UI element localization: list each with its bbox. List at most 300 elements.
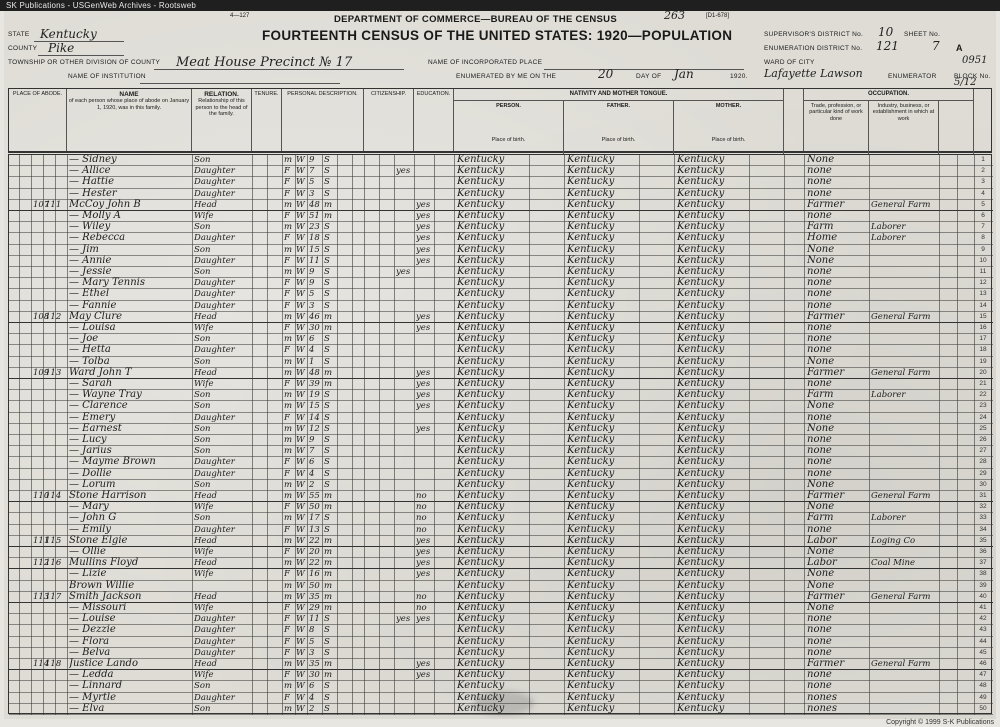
cell-race: W <box>296 435 305 445</box>
cell-name: — Mayme Brown <box>69 456 156 468</box>
cell-race: W <box>296 535 305 546</box>
cell-race: W <box>296 636 305 647</box>
margin-number-right: 5/12 <box>954 77 977 88</box>
cell-mother: Kentucky <box>677 221 725 233</box>
cell-age: 46 <box>309 311 320 322</box>
census-title: FOURTEENTH CENSUS OF THE UNITED STATES: 1920—POPULATION <box>262 28 733 43</box>
cell-marital: S <box>324 289 330 300</box>
cell-father: Kentucky <box>567 467 615 479</box>
cell-race: W <box>296 323 305 333</box>
cell-race: W <box>296 233 305 244</box>
line-number: 34 <box>979 525 987 533</box>
cell-marital: S <box>324 513 330 524</box>
cell-occupation: Labor <box>807 534 837 546</box>
cell-race: W <box>296 591 305 602</box>
cell-father: Kentucky <box>567 344 615 356</box>
cell-school: yes <box>396 267 411 277</box>
cell-marital: S <box>324 468 330 479</box>
cell-marital: S <box>324 390 330 401</box>
line-number: 44 <box>979 637 987 645</box>
line-number: 9 <box>981 245 985 253</box>
cell-occupation: none <box>807 333 832 345</box>
cell-marital: S <box>324 300 330 311</box>
cell-relation: Son <box>194 244 211 255</box>
cell-birth: Kentucky <box>457 422 505 434</box>
cell-age: 6 <box>309 457 315 468</box>
cell-age: 9 <box>309 155 315 165</box>
cell-birth: Kentucky <box>457 400 505 412</box>
cell-sex: F <box>284 177 290 188</box>
cell-father: Kentucky <box>567 198 615 210</box>
cell-father: Kentucky <box>567 613 615 625</box>
cell-father: Kentucky <box>567 680 615 692</box>
line-number: 21 <box>979 380 987 387</box>
cell-sex: m <box>284 311 293 322</box>
cell-marital: S <box>324 188 330 199</box>
cell-name: — Ethel <box>69 288 110 300</box>
cell-relation: Wife <box>194 323 214 333</box>
cell-name: — Linnard <box>69 680 123 692</box>
cell-father: Kentucky <box>567 646 615 658</box>
cell-occupation: None <box>807 602 835 613</box>
cell-father: Kentucky <box>567 165 615 177</box>
township-label: TOWNSHIP OR OTHER DIVISION OF COUNTY <box>8 59 161 66</box>
cell-father: Kentucky <box>567 176 615 188</box>
cell-mother: Kentucky <box>677 232 725 244</box>
cell-occupation: none <box>807 523 832 535</box>
cell-age: 22 <box>309 535 320 546</box>
line-number: 8 <box>981 234 985 242</box>
cell-industry: Laborer <box>871 233 906 244</box>
cell-relation: Son <box>194 446 211 457</box>
cell-age: 16 <box>309 569 320 580</box>
census-sheet <box>4 11 996 719</box>
cell-name: — Molly A <box>69 210 121 221</box>
cell-age: 50 <box>309 580 320 591</box>
cell-father: Kentucky <box>567 669 615 681</box>
cell-marital: S <box>324 524 330 535</box>
cell-mother: Kentucky <box>677 422 725 434</box>
cell-sex: F <box>284 547 290 557</box>
cell-read: yes <box>416 614 431 625</box>
cell-mother: Kentucky <box>677 288 725 300</box>
line-number: 23 <box>979 402 987 410</box>
line-number: 17 <box>979 335 987 343</box>
line-number: 30 <box>979 480 987 488</box>
cell-relation: Son <box>194 681 211 692</box>
cell-sex: m <box>284 435 293 445</box>
cell-sex: F <box>284 603 290 613</box>
line-number: 47 <box>979 671 987 679</box>
cell-father: Kentucky <box>567 288 615 300</box>
cell-industry: General Farm <box>871 659 931 669</box>
cell-name: — Louise <box>69 613 116 625</box>
cell-birth: Kentucky <box>457 310 505 322</box>
cell-occupation: none <box>807 680 832 692</box>
col-nativity: NATIVITY AND MOTHER TONGUE. <box>454 89 784 101</box>
cell-mother: Kentucky <box>677 378 725 389</box>
form-code: [D1-678] <box>706 13 730 19</box>
archive-banner: SK Publications - USGenWeb Archives - Rootsweb <box>0 0 1000 11</box>
cell-relation: Head <box>194 558 217 569</box>
cell-occupation: none <box>807 378 832 389</box>
cell-race: W <box>296 491 305 501</box>
cell-marital: S <box>324 401 330 412</box>
enum-district-label: ENUMERATION DISTRICT No. <box>764 45 863 52</box>
cell-relation: Daughter <box>194 412 235 423</box>
cell-relation: Daughter <box>194 468 235 479</box>
line-number: 27 <box>979 447 987 455</box>
cell-family: 117 <box>45 591 62 602</box>
cell-birth: Kentucky <box>457 702 505 714</box>
cell-father: Kentucky <box>567 232 615 244</box>
cell-occupation: none <box>807 646 832 658</box>
cell-birth: Kentucky <box>457 602 505 613</box>
cell-age: 35 <box>309 659 320 669</box>
cell-birth: Kentucky <box>457 266 505 277</box>
cell-marital: S <box>324 267 330 277</box>
enum-district-number: 121 <box>876 39 899 53</box>
cell-read: yes <box>416 233 431 244</box>
cell-age: 4 <box>309 692 315 703</box>
line-number: 39 <box>979 581 987 589</box>
cell-marital: S <box>324 703 330 714</box>
cell-occupation: none <box>807 344 832 356</box>
line-number: 42 <box>979 615 987 623</box>
cell-race: W <box>296 692 305 703</box>
cell-father: Kentucky <box>567 702 615 714</box>
line-number: 2 <box>981 167 985 175</box>
cell-sex: m <box>284 558 293 569</box>
cell-father: Kentucky <box>567 635 615 647</box>
cell-relation: Daughter <box>194 278 235 289</box>
line-number: 20 <box>979 368 987 376</box>
cell-marital: m <box>324 558 333 569</box>
cell-birth: Kentucky <box>457 669 505 681</box>
cell-relation: Son <box>194 222 211 233</box>
cell-marital: S <box>324 636 330 647</box>
cell-read: no <box>416 591 427 602</box>
cell-race: W <box>296 703 305 714</box>
cell-sex: F <box>284 188 290 199</box>
cell-mother: Kentucky <box>677 277 725 289</box>
cell-name: — Flora <box>69 635 110 647</box>
cell-race: W <box>296 558 305 569</box>
cell-father: Kentucky <box>567 366 615 378</box>
cell-race: W <box>296 345 305 356</box>
cell-age: 15 <box>309 244 320 255</box>
line-number: 6 <box>981 212 985 219</box>
cell-mother: Kentucky <box>677 366 725 378</box>
paper-stain <box>474 691 534 715</box>
cell-birth: Kentucky <box>457 366 505 378</box>
cell-occupation: Farmer <box>807 658 845 669</box>
cell-occupation: nones <box>807 691 837 703</box>
cell-mother: Kentucky <box>677 165 725 177</box>
line-number: 48 <box>979 682 987 690</box>
line-number: 13 <box>979 290 987 298</box>
cell-name: — Jim <box>69 243 99 255</box>
cell-read: no <box>416 513 427 524</box>
cell-occupation: none <box>807 187 832 199</box>
form-number: 4—127 <box>230 13 250 19</box>
cell-occupation: None <box>807 478 835 490</box>
cell-relation: Daughter <box>194 625 235 636</box>
cell-industry: General Farm <box>871 311 931 322</box>
cell-read: no <box>416 524 427 535</box>
cell-age: 22 <box>309 558 320 569</box>
cell-birth: Kentucky <box>457 411 505 423</box>
cell-birth: Kentucky <box>457 512 505 524</box>
cell-marital: S <box>324 423 330 434</box>
cell-relation: Daughter <box>194 345 235 356</box>
cell-father: Kentucky <box>567 254 615 266</box>
cell-name: — Mary Tennis <box>69 277 146 289</box>
cell-mother: Kentucky <box>677 254 725 266</box>
col-relation-desc: Relationship of this person to the head of the family. <box>195 98 248 118</box>
cell-read: yes <box>416 379 431 389</box>
cell-birth: Kentucky <box>457 478 505 490</box>
line-number: 50 <box>979 704 987 712</box>
cell-mother: Kentucky <box>677 467 725 479</box>
cell-marital: S <box>324 222 330 233</box>
cell-name: McCoy John B <box>69 198 141 210</box>
cell-race: W <box>296 524 305 535</box>
cell-birth: Kentucky <box>457 221 505 233</box>
cell-mother: Kentucky <box>677 523 725 535</box>
cell-marital: S <box>324 614 330 625</box>
cell-occupation: none <box>807 456 832 468</box>
cell-name: Ward John T <box>69 366 132 378</box>
col-father-title: FATHER. <box>606 103 631 109</box>
cell-name: — Myrtle <box>69 691 116 703</box>
cell-dwelling: 107 <box>33 199 50 210</box>
col-class <box>939 101 974 154</box>
cell-industry: Laborer <box>871 222 906 233</box>
cell-sex: m <box>284 367 293 378</box>
cell-occupation: Farmer <box>807 366 845 378</box>
cell-read: yes <box>416 558 431 569</box>
cell-birth: Kentucky <box>457 389 505 401</box>
cell-mother: Kentucky <box>677 299 725 311</box>
cell-marital: m <box>324 535 333 546</box>
cell-mother: Kentucky <box>677 501 725 513</box>
cell-name: — Missouri <box>69 602 127 613</box>
cell-age: 19 <box>309 390 320 401</box>
cell-occupation: none <box>807 445 832 457</box>
cell-occupation: none <box>807 277 832 289</box>
line-number: 22 <box>979 391 987 399</box>
cell-race: W <box>296 199 305 210</box>
line-number: 1 <box>981 156 985 163</box>
line-number: 24 <box>979 413 987 421</box>
line-number: 3 <box>981 178 985 186</box>
cell-marital: S <box>324 625 330 636</box>
cell-age: 14 <box>309 412 320 423</box>
cell-mother: Kentucky <box>677 210 725 221</box>
cell-race: W <box>296 255 305 266</box>
cell-sex: F <box>284 569 290 580</box>
col-person-title: PERSON. <box>496 103 521 109</box>
cell-sex: F <box>284 614 290 625</box>
cell-name: — Hester <box>69 187 117 199</box>
cell-birth: Kentucky <box>457 680 505 692</box>
cell-read: yes <box>416 323 431 333</box>
cell-birth: Kentucky <box>457 154 505 165</box>
cell-industry: Loging Co <box>871 535 916 546</box>
cell-occupation: None <box>807 579 835 591</box>
line-number: 18 <box>979 346 987 354</box>
cell-mother: Kentucky <box>677 602 725 613</box>
cell-dwelling: 113 <box>33 591 50 602</box>
cell-industry: General Farm <box>871 491 931 501</box>
cell-race: W <box>296 166 305 177</box>
cell-marital: S <box>324 233 330 244</box>
column-headers <box>8 88 992 153</box>
cell-father: Kentucky <box>567 501 615 513</box>
cell-marital: S <box>324 435 330 445</box>
cell-age: 15 <box>309 401 320 412</box>
cell-relation: Wife <box>194 502 214 513</box>
cell-occupation: none <box>807 210 832 221</box>
cell-marital: m <box>324 603 333 613</box>
cell-race: W <box>296 569 305 580</box>
cell-father: Kentucky <box>567 434 615 445</box>
cell-father: Kentucky <box>567 534 615 546</box>
cell-birth: Kentucky <box>457 254 505 266</box>
cell-age: 18 <box>309 233 320 244</box>
cell-mother: Kentucky <box>677 243 725 255</box>
cell-mother: Kentucky <box>677 624 725 636</box>
cell-occupation: none <box>807 411 832 423</box>
cell-sex: F <box>284 278 290 289</box>
cell-industry: Laborer <box>871 513 906 524</box>
cell-occupation: Farmer <box>807 590 845 602</box>
cell-occupation: nones <box>807 702 837 714</box>
cell-marital: m <box>324 547 333 557</box>
cell-mother: Kentucky <box>677 389 725 401</box>
cell-family: 115 <box>45 535 62 546</box>
enumerated-label: ENUMERATED BY ME ON THE <box>456 73 557 80</box>
sheet-letter: A <box>956 43 963 53</box>
cell-birth: Kentucky <box>457 546 505 557</box>
cell-father: Kentucky <box>567 445 615 457</box>
line-number: 11 <box>979 268 987 275</box>
line-number: 41 <box>979 604 987 611</box>
line-number: 15 <box>979 312 987 320</box>
cell-read: yes <box>416 423 431 434</box>
cell-name: — Annie <box>69 254 112 266</box>
cell-read: yes <box>416 390 431 401</box>
cell-age: 11 <box>309 255 320 266</box>
cell-race: W <box>296 267 305 277</box>
line-number: 29 <box>979 469 987 477</box>
cell-marital: S <box>324 166 330 177</box>
state-label: STATE <box>8 31 30 38</box>
cell-relation: Son <box>194 401 211 412</box>
cell-occupation: none <box>807 176 832 188</box>
cell-birth: Kentucky <box>457 445 505 457</box>
cell-occupation: Labor <box>807 557 837 569</box>
cell-relation: Wife <box>194 211 214 221</box>
cell-name: — Earnest <box>69 422 122 434</box>
cell-read: yes <box>416 211 431 221</box>
col-person <box>454 101 564 154</box>
cell-relation: Daughter <box>194 177 235 188</box>
cell-marital: m <box>324 502 333 513</box>
cell-occupation: none <box>807 624 832 636</box>
cell-father: Kentucky <box>567 355 615 367</box>
supervisor-number: 10 <box>878 25 894 39</box>
cell-read: yes <box>416 569 431 580</box>
cell-relation: Son <box>194 356 211 367</box>
cell-age: 5 <box>309 636 315 647</box>
cell-occupation: None <box>807 154 835 165</box>
cell-name: — Tolba <box>69 355 110 367</box>
cell-age: 35 <box>309 591 320 602</box>
cell-sex: m <box>284 390 293 401</box>
cell-birth: Kentucky <box>457 534 505 546</box>
cell-father: Kentucky <box>567 310 615 322</box>
cell-relation: Head <box>194 659 217 669</box>
cell-occupation: Home <box>807 232 838 244</box>
cell-marital: S <box>324 479 330 490</box>
cell-mother: Kentucky <box>677 613 725 625</box>
cell-age: 23 <box>309 222 320 233</box>
cell-marital: m <box>324 199 333 210</box>
cell-age: 4 <box>309 345 315 356</box>
cell-sex: m <box>284 513 293 524</box>
cell-relation: Head <box>194 311 217 322</box>
cell-birth: Kentucky <box>457 568 505 580</box>
cell-father: Kentucky <box>567 590 615 602</box>
cell-birth: Kentucky <box>457 232 505 244</box>
col-name-desc: of each person whose place of abode on January 1, 1920, was in this family. <box>68 98 190 111</box>
line-number: 31 <box>979 492 987 499</box>
cell-read: yes <box>416 199 431 210</box>
cell-marital: m <box>324 379 333 389</box>
cell-race: W <box>296 614 305 625</box>
enumerator-label: ENUMERATOR <box>888 73 937 80</box>
cell-father: Kentucky <box>567 210 615 221</box>
cell-name: — Lorum <box>69 478 116 490</box>
cell-father: Kentucky <box>567 602 615 613</box>
cell-age: 20 <box>309 547 320 557</box>
cell-race: W <box>296 670 305 681</box>
cell-sex: F <box>284 166 290 177</box>
cell-mother: Kentucky <box>677 680 725 692</box>
cell-mother: Kentucky <box>677 187 725 199</box>
cell-name: — Joe <box>69 333 99 345</box>
cell-father: Kentucky <box>567 490 615 501</box>
cell-marital: S <box>324 457 330 468</box>
line-number: 49 <box>979 693 987 701</box>
cell-relation: Head <box>194 591 217 602</box>
cell-industry: General Farm <box>871 199 931 210</box>
cell-marital: S <box>324 356 330 367</box>
cell-relation: Wife <box>194 569 214 580</box>
cell-race: W <box>296 334 305 345</box>
cell-occupation: none <box>807 434 832 445</box>
cell-sex: F <box>284 289 290 300</box>
cell-sex: m <box>284 535 293 546</box>
cell-relation: Son <box>194 423 211 434</box>
enumerated-month: Jan <box>674 67 694 81</box>
cell-name: — Emily <box>69 523 112 535</box>
cell-birth: Kentucky <box>457 378 505 389</box>
cell-race: W <box>296 222 305 233</box>
supervisor-label: SUPERVISOR'S DISTRICT No. <box>764 31 864 38</box>
